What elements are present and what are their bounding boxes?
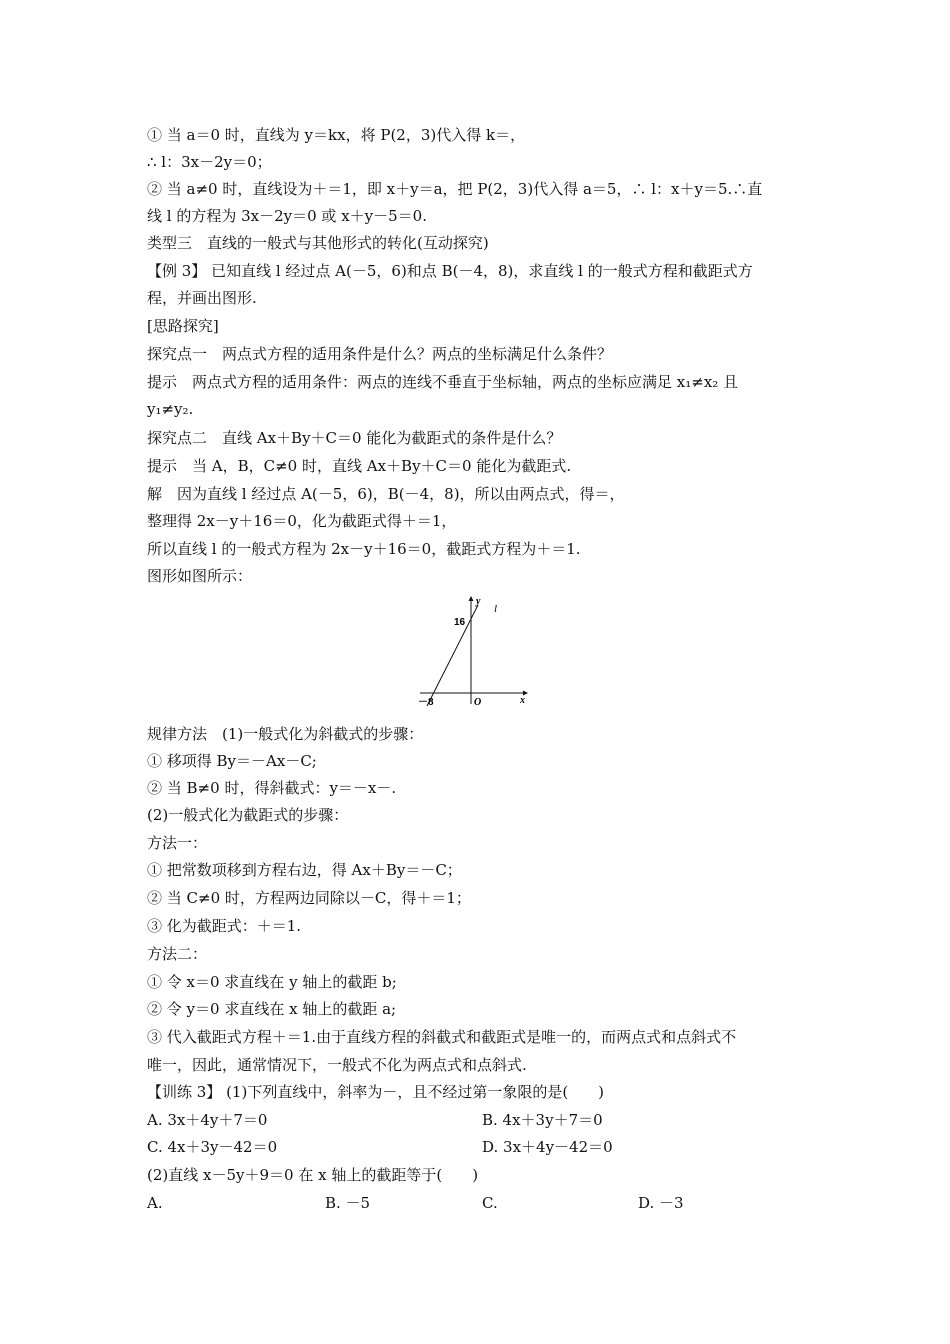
text-line: [思路探究] [147, 317, 219, 335]
text-line: 所以直线 l 的一般式方程为 2x－y＋16＝0，截距式方程为＋＝1. [147, 540, 581, 558]
text-line: 解 因为直线 l 经过点 A(－5，6)，B(－4，8)，所以由两点式，得＝， [147, 485, 625, 503]
text-line: 规律方法 (1)一般式化为斜截式的步骤： [147, 725, 424, 743]
text-line: 方法二： [147, 945, 208, 963]
line-graph-figure [418, 592, 530, 708]
text-line: 程，并画出图形. [147, 289, 257, 307]
text-line: 提示 两点式方程的适用条件：两点的连线不垂直于坐标轴，两点的坐标应满足 x₁≠x₂ 且 [147, 373, 739, 391]
option-c: C. 4x＋3y－42＝0 [147, 1138, 278, 1156]
option-a: A. 3x＋4y＋7＝0 [147, 1111, 268, 1129]
option-b: B. 4x＋3y＋7＝0 [482, 1111, 603, 1129]
option-c: C. [482, 1194, 498, 1212]
text-line: ① 移项得 By＝－Ax－C; [147, 752, 317, 770]
x-intercept-label: －8 [418, 697, 434, 708]
line-l [427, 605, 478, 706]
option-d: D. －3 [638, 1194, 684, 1212]
y-axis-label: y [476, 596, 481, 607]
line-label: l [494, 603, 498, 615]
text-line: 图形如图所示： [147, 567, 253, 585]
training-3-line: 【训练 3】 (1)下列直线中，斜率为－，且不经过第一象限的是( ) [147, 1083, 605, 1101]
text-line: ① 当 a＝0 时，直线为 y＝kx，将 P(2，3)代入得 k＝， [147, 126, 526, 144]
text-line: ② 当 B≠0 时，得斜截式：y＝－x－. [147, 779, 397, 797]
text-line: 探究点二 直线 Ax＋By＋C＝0 能化为截距式的条件是什么？ [147, 429, 562, 447]
example-3-line: 【例 3】 已知直线 l 经过点 A(－5，6)和点 B(－4，8)，求直线 l 的一般式方程和截距式方 [147, 262, 753, 280]
text-line: 线 l 的方程为 3x－2y＝0 或 x＋y－5＝0. [147, 207, 427, 225]
option-b: B. －5 [325, 1194, 371, 1212]
text-line: ② 令 y＝0 求直线在 x 轴上的截距 a; [147, 1000, 397, 1018]
y-intercept-label: 16 [454, 617, 466, 628]
option-a: A. [147, 1194, 163, 1212]
text-line: (2)一般式化为截距式的步骤： [147, 806, 349, 824]
text-line: 探究点一 两点式方程的适用条件是什么？两点的坐标满足什么条件？ [147, 345, 613, 363]
text-line: (2)直线 x－5y＋9＝0 在 x 轴上的截距等于( ) [147, 1166, 479, 1184]
text-line: ① 令 x＝0 求直线在 y 轴上的截距 b; [147, 973, 397, 991]
origin-label: O [474, 697, 482, 708]
x-axis-label: x [520, 695, 525, 706]
text-line: ③ 代入截距式方程＋＝1.由于直线方程的斜截式和截距式是唯一的，而两点式和点斜式不 [147, 1028, 737, 1046]
text-line: ③ 化为截距式：＋＝1. [147, 917, 302, 935]
text-line: ∴ l：3x－2y＝0； [147, 153, 272, 171]
text-line: y₁≠y₂. [147, 400, 194, 418]
section-heading: 类型三 直线的一般式与其他形式的转化(互动探究) [147, 234, 489, 252]
option-d: D. 3x＋4y－42＝0 [482, 1138, 613, 1156]
text-line: ② 当 C≠0 时，方程两边同除以－C，得＋＝1； [147, 889, 471, 907]
text-line: 唯一，因此，通常情况下，一般式不化为两点式和点斜式. [147, 1056, 527, 1074]
text-line: ② 当 a≠0 时，直线设为＋＝1，即 x＋y＝a，把 P(2，3)代入得 a＝5，∴ l：x＋y＝5.∴直 [147, 180, 763, 198]
text-line: ① 把常数项移到方程右边，得 Ax＋By＝－C； [147, 861, 462, 879]
text-line: 提示 当 A，B，C≠0 时，直线 Ax＋By＋C＝0 能化为截距式. [147, 457, 572, 475]
text-line: 方法一： [147, 834, 208, 852]
text-line: 整理得 2x－y＋16＝0，化为截距式得＋＝1， [147, 512, 457, 530]
y-axis-arrow [469, 596, 474, 601]
